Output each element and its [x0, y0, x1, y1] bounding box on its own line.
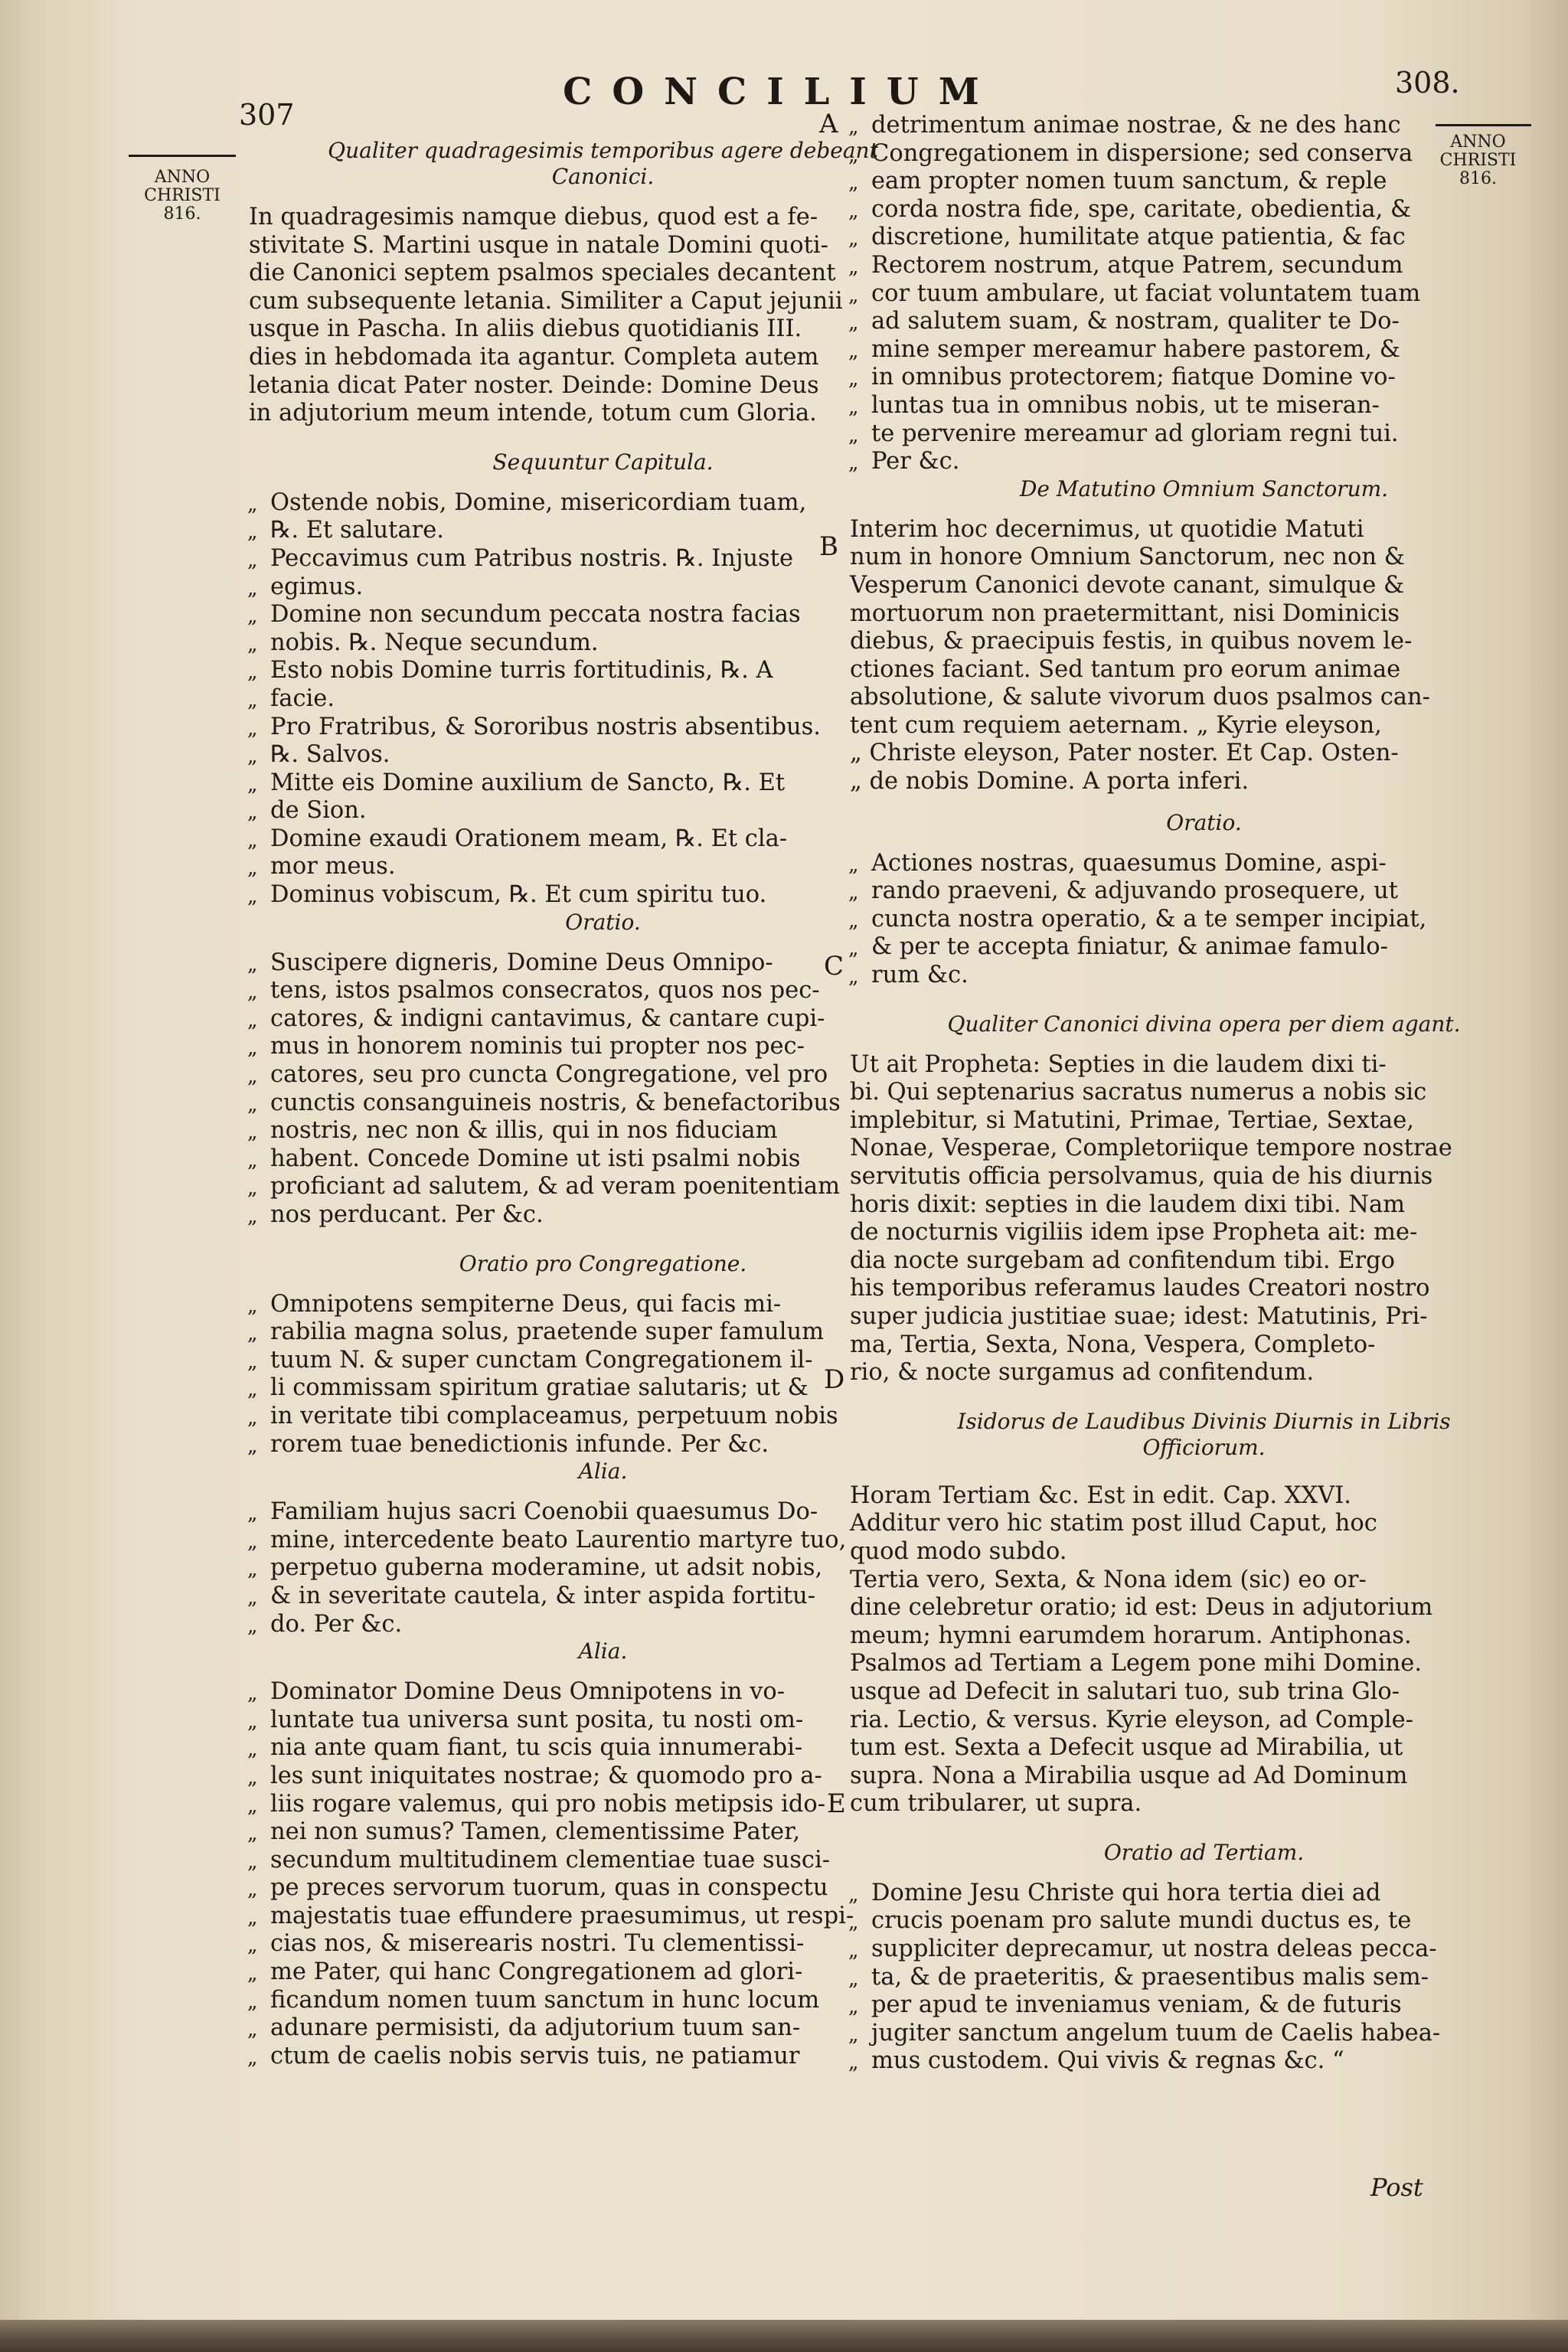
text-line: Alia.	[578, 1459, 628, 1485]
text-line: „ do. Per &c.	[270, 1611, 957, 1639]
text-line: bi. Qui septenarius sacratus numerus a nobis sic	[850, 1079, 1427, 1106]
text-line: „ tens, istos psalmos consecratos, quos nos pec-	[270, 977, 957, 1005]
text-line: Isidorus de Laudibus Divinis Diurnis in Libris	[957, 1408, 1451, 1434]
section-heading	[850, 1840, 1558, 1866]
text-line: „ luntate tua universa sunt posita, tu nosti om-	[270, 1707, 957, 1735]
text-line: „ ad salutem suam, & nostram, qualiter te Do-	[871, 308, 1558, 336]
text-line: Horam Tertiam &c. Est in edit. Cap. XXVI.	[850, 1481, 1351, 1509]
text-line: „ catores, seu pro cuncta Congregatione, vel pro	[270, 1061, 957, 1089]
right-text-column	[850, 112, 1558, 2076]
section-heading	[850, 1409, 1558, 1461]
text-line: „ cias nos, & miserearis nostri. Tu clementissi-	[270, 1930, 957, 1958]
text-line: „ cor tuum ambulare, ut faciat voluntatem tuam	[871, 280, 1558, 309]
text-line: „ ℞. Salvos.	[270, 741, 957, 769]
anno-year: 816.	[1459, 169, 1497, 188]
text-line: „ nia ante quam fiant, tu scis quia innumerabi-	[270, 1734, 957, 1762]
text-line: quod modo subdo.	[850, 1537, 1067, 1565]
paragraph	[850, 1051, 1558, 1387]
text-line: „ in veritate tibi complaceamus, perpetuum nobis	[270, 1403, 957, 1431]
text-line: „ jugiter sanctum angelum tuum de Caelis habea-	[871, 2020, 1558, 2048]
text-line: meum; hymni earumdem horarum. Antiphonas.	[850, 1622, 1412, 1649]
text-line: Oratio.	[1166, 809, 1242, 835]
text-line: dine celebretur oratio; id est: Deus in adjutorium	[850, 1594, 1433, 1622]
text-line: „ Mitte eis Domine auxilium de Sancto, ℞. Et	[270, 769, 957, 798]
section-heading	[850, 810, 1558, 836]
text-line: „ nei non sumus? Tamen, clementissime Pater,	[270, 1818, 957, 1847]
text-line: „ corda nostra fide, spe, caritate, obedientia, &	[871, 196, 1558, 224]
text-line: Additur vero hic statim post illud Caput, hoc	[850, 1510, 1377, 1537]
text-line: „ Pro Fratribus, & Sororibus nostris absentibus.	[270, 714, 957, 742]
text-line: diebus, & praecipuis festis, in quibus novem le-	[850, 628, 1413, 655]
text-line: „ Christe eleyson, Pater noster. Et Cap. Osten-	[850, 740, 1399, 767]
text-line: Canonici.	[551, 164, 655, 189]
text-line: Officiorum.	[1142, 1434, 1266, 1460]
text-line: Oratio ad Tertiam.	[1103, 1839, 1305, 1865]
quoted-prayer	[850, 112, 1558, 476]
text-line: „ secundum multitudinem clementiae tuae susci-	[270, 1847, 957, 1875]
text-line: Tertia vero, Sexta, & Nona idem (sic) eo or-	[850, 1566, 1367, 1593]
text-line: Sequuntur Capitula.	[492, 449, 714, 475]
text-line: „ Domine Jesu Christe qui hora tertia diei ad	[871, 1880, 1558, 1908]
text-line: Oratio pro Congregatione.	[459, 1250, 747, 1276]
text-line: „ rorem tuae benedictionis infunde. Per &c.	[270, 1431, 957, 1459]
text-line: supra. Nona a Mirabilia usque ad Ad Dominum	[850, 1762, 1408, 1789]
block-spacer	[850, 796, 1558, 810]
text-line: usque in Pascha. In aliis diebus quotidianis III.	[249, 315, 802, 343]
text-line: „ te pervenire mereamur ad gloriam regni tui.	[871, 420, 1558, 449]
text-line: „ de Sion.	[270, 797, 957, 825]
anno-label: ANNO	[154, 168, 211, 187]
text-line: „ Dominus vobiscum, ℞. Et cum spiritu tuo.	[270, 881, 957, 910]
anno-christi: CHRISTI	[144, 186, 220, 205]
block-spacer	[850, 836, 1558, 850]
text-line: tum est. Sexta a Defecit usque ad Mirabilia, ut	[850, 1734, 1403, 1762]
text-line: „ Esto nobis Domine turris fortitudinis, ℞. A	[270, 657, 957, 685]
text-line: die Canonici septem psalmos speciales decantent	[249, 260, 836, 287]
text-line: „ discretione, humilitate atque patientia, & fac	[871, 224, 1558, 252]
text-line: „ Actiones nostras, quaesumus Domine, aspi-	[871, 850, 1558, 878]
text-line: „ cuncta nostra operatio, & a te semper incipiat,	[871, 906, 1558, 934]
text-line: Psalmos ad Tertiam a Legem pone mihi Domine.	[850, 1650, 1423, 1677]
text-line: „ adunare permisisti, da adjutorium tuum san-	[270, 2014, 957, 2043]
text-line: „ rabilia magna solus, praetende super famulum	[270, 1318, 957, 1347]
text-line: „ ctum de caelis nobis servis tuis, ne patiamur	[270, 2043, 957, 2071]
text-line: Qualiter Canonici divina opera per diem agant.	[947, 1011, 1461, 1037]
text-line: servitutis officia persolvamus, quia de his diurnis	[850, 1163, 1433, 1190]
page-number-left: 307	[239, 98, 295, 132]
text-line: „ egimus.	[270, 573, 957, 602]
text-line: „ tuum N. & super cunctam Congregationem il-	[270, 1347, 957, 1375]
anno-marginal-left	[129, 168, 236, 224]
text-line: „ per apud te inveniamus veniam, & de futuris	[871, 1991, 1558, 2020]
text-line: In quadragesimis namque diebus, quod est a fe-	[249, 204, 818, 230]
text-line: num in honore Omnium Sanctorum, nec non &	[850, 544, 1405, 571]
text-line: „ ficandum nomen tuum sanctum in hunc locum	[270, 1987, 957, 2015]
text-line: „ suppliciter deprecamur, ut nostra deleas pecca-	[871, 1936, 1558, 1964]
text-line: de nocturnis vigiliis idem ipse Propheta ait: me-	[850, 1219, 1418, 1246]
paragraph	[850, 1482, 1558, 1818]
text-line: „ ta, & de praeteritis, & praesentibus malis sem-	[871, 1964, 1558, 1992]
text-line: „ nostris, nec non & illis, qui in nos fiduciam	[270, 1117, 957, 1145]
block-spacer	[850, 1866, 1558, 1880]
block-spacer	[850, 990, 1558, 1011]
anno-rule-left	[129, 155, 236, 157]
text-line: „ & per te accepta finiatur, & animae famulo-	[871, 933, 1558, 962]
section-heading	[850, 476, 1558, 502]
text-line: dia nocte surgebam ad confitendum tibi. Ergo	[850, 1246, 1395, 1274]
text-line: Ut ait Propheta: Septies in die laudem dixi ti-	[850, 1050, 1387, 1078]
text-line: „ catores, & indigni cantavimus, & cantare cupi-	[270, 1005, 957, 1034]
section-heading	[850, 1011, 1558, 1037]
text-line: in adjutorium meum intende, totum cum Gloria.	[249, 400, 817, 427]
text-line: „ & in severitate cautela, & inter aspida fortitu-	[270, 1583, 957, 1611]
text-line: Oratio.	[565, 909, 641, 935]
text-line: „ Peccavimus cum Patribus nostris. ℞. Injuste	[270, 545, 957, 573]
text-line: ria. Lectio, & versus. Kyrie eleyson, ad Comple-	[850, 1706, 1414, 1733]
anno-label: ANNO	[1450, 132, 1506, 152]
quoted-prayer	[850, 850, 1558, 990]
block-spacer	[850, 1387, 1558, 1409]
text-line: tent cum requiem aeternam. „ Kyrie eleyson,	[850, 711, 1382, 739]
text-line: „ in omnibus protectorem; fiatque Domine vo-	[871, 364, 1558, 392]
text-line: super judicia justitiae suae; idest: Matutinis, Pri-	[850, 1302, 1428, 1330]
text-line: implebitur, si Matutini, Primae, Tertiae, Sextae,	[850, 1106, 1414, 1134]
text-line: „ rum &c.	[871, 962, 1558, 990]
text-line: „ crucis poenam pro salute mundi ductus es, te	[871, 1907, 1558, 1936]
text-line: horis dixit: septies in die laudem dixi tibi. Nam	[850, 1191, 1406, 1218]
text-line: „ mine semper mereamur habere pastorem, &	[871, 336, 1558, 364]
text-line: „ rando praeveni, & adjuvando prosequere, ut	[871, 877, 1558, 906]
text-line: Nonae, Vesperae, Completoriique tempore nostrae	[850, 1135, 1452, 1162]
paragraph	[850, 516, 1558, 796]
text-line: stivitate S. Martini usque in natale Domini quoti-	[249, 231, 828, 259]
text-line: „ proficiant ad salutem, & ad veram poenitentiam	[270, 1173, 957, 1201]
text-line: Qualiter quadragesimis temporibus agere debeant	[328, 138, 878, 163]
page-number-right: 308.	[1395, 66, 1460, 100]
text-line: dies in hebdomada ita agantur. Completa autem	[249, 343, 819, 371]
text-line: mortuorum non praetermittant, nisi Dominicis	[850, 599, 1400, 627]
text-line: „ mus custodem. Qui vivis & regnas &c. “	[871, 2047, 1558, 2076]
text-line: „ liis rogare valemus, qui pro nobis metipsis ido-	[270, 1791, 957, 1819]
section-marker-e: E	[827, 1788, 846, 1819]
block-spacer	[850, 502, 1558, 516]
anno-year: 816.	[163, 204, 201, 224]
text-line: „ ℞. Et salutare.	[270, 517, 957, 545]
text-line: Vesperum Canonici devote canant, simulque &	[850, 571, 1405, 599]
text-line: ctiones faciant. Sed tantum pro eorum animae	[850, 655, 1401, 683]
text-line: „ habent. Concede Domine ut isti psalmi nobis	[270, 1145, 957, 1174]
catchword: Post	[1370, 2173, 1423, 2202]
text-line: „ Suscipere digneris, Domine Deus Omnipo-	[270, 949, 957, 978]
text-line: „ mus in honorem nominis tui propter nos pec-	[270, 1033, 957, 1061]
text-line: „ Domine exaudi Orationem meam, ℞. Et cla-	[270, 825, 957, 854]
quoted-prayer	[850, 1880, 1558, 2076]
page-bottom-edge	[0, 2320, 1568, 2352]
text-line: „ Domine non secundum peccata nostra facias	[270, 601, 957, 629]
text-line: usque ad Defecit in salutari tuo, sub trina Glo-	[850, 1677, 1400, 1705]
block-spacer	[850, 1037, 1558, 1051]
text-line: „ majestatis tuae effundere praesumimus, ut respi-	[270, 1903, 957, 1931]
block-spacer	[850, 1461, 1558, 1482]
text-line: „ luntas tua in omnibus nobis, ut te miseran-	[871, 392, 1558, 420]
text-line: „ Congregationem in dispersione; sed conserva	[871, 140, 1558, 168]
text-line: „ eam propter nomen tuum sanctum, & reple	[871, 168, 1558, 196]
section-marker-c: C	[824, 951, 844, 982]
text-line: his temporibus referamus laudes Creatori nostro	[850, 1275, 1430, 1302]
section-marker-d: D	[824, 1364, 845, 1395]
text-line: „ Rectorem nostrum, atque Patrem, secundum	[871, 252, 1558, 280]
text-line: „ nos perducant. Per &c.	[270, 1201, 957, 1230]
text-line: „ facie.	[270, 685, 957, 714]
text-line: Alia.	[578, 1638, 628, 1664]
text-line: „ Per &c.	[871, 448, 1558, 476]
text-line: „ me Pater, qui hanc Congregationem ad glori-	[270, 1958, 957, 1987]
text-line: absolutione, & salute vivorum duos psalmos can-	[850, 684, 1430, 711]
text-line: „ cunctis consanguineis nostris, & benefactoribus	[270, 1089, 957, 1118]
text-line: „ mine, intercedente beato Laurentio martyre tuo,	[270, 1527, 957, 1555]
text-line: cum subsequente letania. Similiter a Caput jejunii	[249, 287, 843, 315]
running-title: CONCILIUM	[563, 70, 999, 113]
text-line: cum tribularer, ut supra.	[850, 1790, 1142, 1818]
text-line: „ li commissam spiritum gratiae salutaris; ut &	[270, 1374, 957, 1403]
text-line: letania dicat Pater noster. Deinde: Domine Deus	[249, 371, 819, 399]
block-spacer	[850, 1818, 1558, 1840]
text-line: „ Omnipotens sempiterne Deus, qui facis mi-	[270, 1291, 957, 1319]
section-marker-a: A	[819, 109, 838, 139]
text-line: Interim hoc decernimus, ut quotidie Matuti	[850, 515, 1364, 543]
text-line: „ de nobis Domine. A porta inferi.	[850, 768, 1250, 795]
text-line: De Matutino Omnium Sanctorum.	[1019, 475, 1389, 501]
text-line: „ Ostende nobis, Domine, misericordiam tuam,	[270, 489, 957, 518]
text-line: „ Familiam hujus sacri Coenobii quaesumus Do-	[270, 1498, 957, 1527]
text-line: rio, & nocte surgamus ad confitendum.	[850, 1359, 1315, 1387]
text-line: „ Dominator Domine Deus Omnipotens in vo-	[270, 1678, 957, 1707]
text-line: „ nobis. ℞. Neque secundum.	[270, 629, 957, 658]
anno-christi: CHRISTI	[1439, 151, 1517, 170]
text-line: „ mor meus.	[270, 853, 957, 881]
text-line: „ perpetuo guberna moderamine, ut adsit nobis,	[270, 1554, 957, 1583]
text-line: „ detrimentum animae nostrae, & ne des hanc	[871, 112, 1558, 140]
section-marker-b: B	[819, 531, 838, 562]
text-line: ma, Tertia, Sexta, Nona, Vespera, Completo-	[850, 1331, 1376, 1358]
text-line: „ pe preces servorum tuorum, quas in conspectu	[270, 1874, 957, 1903]
text-line: „ les sunt iniquitates nostrae; & quomodo pro a-	[270, 1762, 957, 1791]
